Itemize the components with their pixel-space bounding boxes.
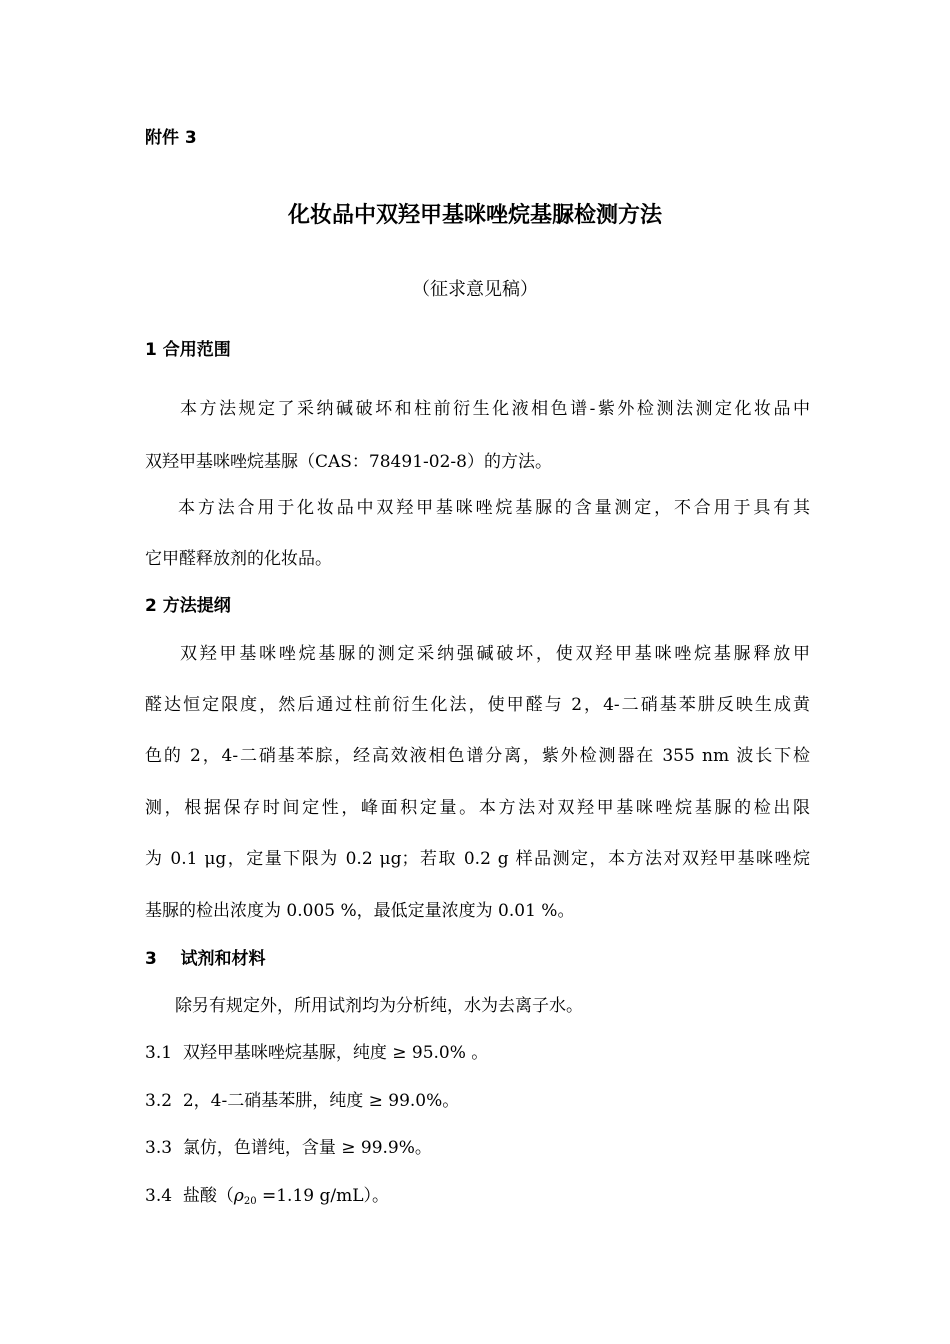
section-2-line-3: 色的 2，4-二硝基苯腙，经高效液相色谱分离，紫外检测器在 355 nm 波长下检 — [145, 746, 810, 766]
section-3-item-3: 3.3 氯仿，色谱纯，含量 ≥ 99.9%。 — [145, 1138, 432, 1158]
section-3-item-4-suffix: =1.19 g/mL）。 — [256, 1186, 390, 1206]
section-3-heading: 3 试剂和材料 — [145, 949, 266, 969]
section-2-line-5: 为 0.1 μg，定量下限为 0.2 μg；若取 0.2 g 样品测定，本方法对双羟甲基咪唑烷 — [145, 849, 810, 869]
section-3-item-4-prefix: 3.4 盐酸（ — [145, 1186, 234, 1206]
section-2-line-2: 醛达恒定限度，然后通过柱前衍生化法，使甲醛与 2，4-二硝基苯肼反映生成黄 — [145, 695, 810, 715]
section-2-heading: 2 方法提纲 — [145, 596, 231, 616]
section-3-item-2: 3.2 2，4-二硝基苯肼，纯度 ≥ 99.0%。 — [145, 1091, 460, 1111]
section-1-paragraph-2-line-2: 它甲醛释放剂的化妆品。 — [145, 549, 332, 569]
section-3-item-4 — [145, 1185, 810, 1213]
document-title: 化妆品中双羟甲基咪唑烷基脲检测方法 — [287, 203, 662, 228]
density-symbol: ρ — [233, 1186, 244, 1206]
section-1-paragraph-2-line-1: 本方法合用于化妆品中双羟甲基咪唑烷基脲的含量测定，不合用于具有其 — [178, 498, 810, 518]
section-2-line-6: 基脲的检出浓度为 0.005 %，最低定量浓度为 0.01 %。 — [145, 901, 575, 921]
document-subtitle: （征求意见稿） — [412, 279, 538, 300]
attachment-label: 附件 3 — [145, 128, 197, 148]
section-3-intro: 除另有规定外，所用试剂均为分析纯，水为去离子水。 — [175, 996, 583, 1016]
section-3-item-1: 3.1 双羟甲基咪唑烷基脲，纯度 ≥ 95.0% 。 — [145, 1043, 489, 1063]
section-1-heading: 1 合用范围 — [145, 340, 231, 360]
section-2-line-4: 测，根据保存时间定性，峰面积定量。本方法对双羟甲基咪唑烷基脲的检出限 — [145, 798, 810, 818]
section-1-paragraph-1-line-2: 双羟甲基咪唑烷基脲（CAS：78491-02-8）的方法。 — [145, 452, 552, 472]
section-2-line-1: 双羟甲基咪唑烷基脲的测定采纳强碱破坏，使双羟甲基咪唑烷基脲释放甲 — [180, 644, 810, 664]
density-subscript: 20 — [243, 1196, 257, 1207]
section-1-paragraph-1-line-1: 本方法规定了采纳碱破坏和柱前衍生化液相色谱-紫外检测法测定化妆品中 — [180, 399, 810, 419]
